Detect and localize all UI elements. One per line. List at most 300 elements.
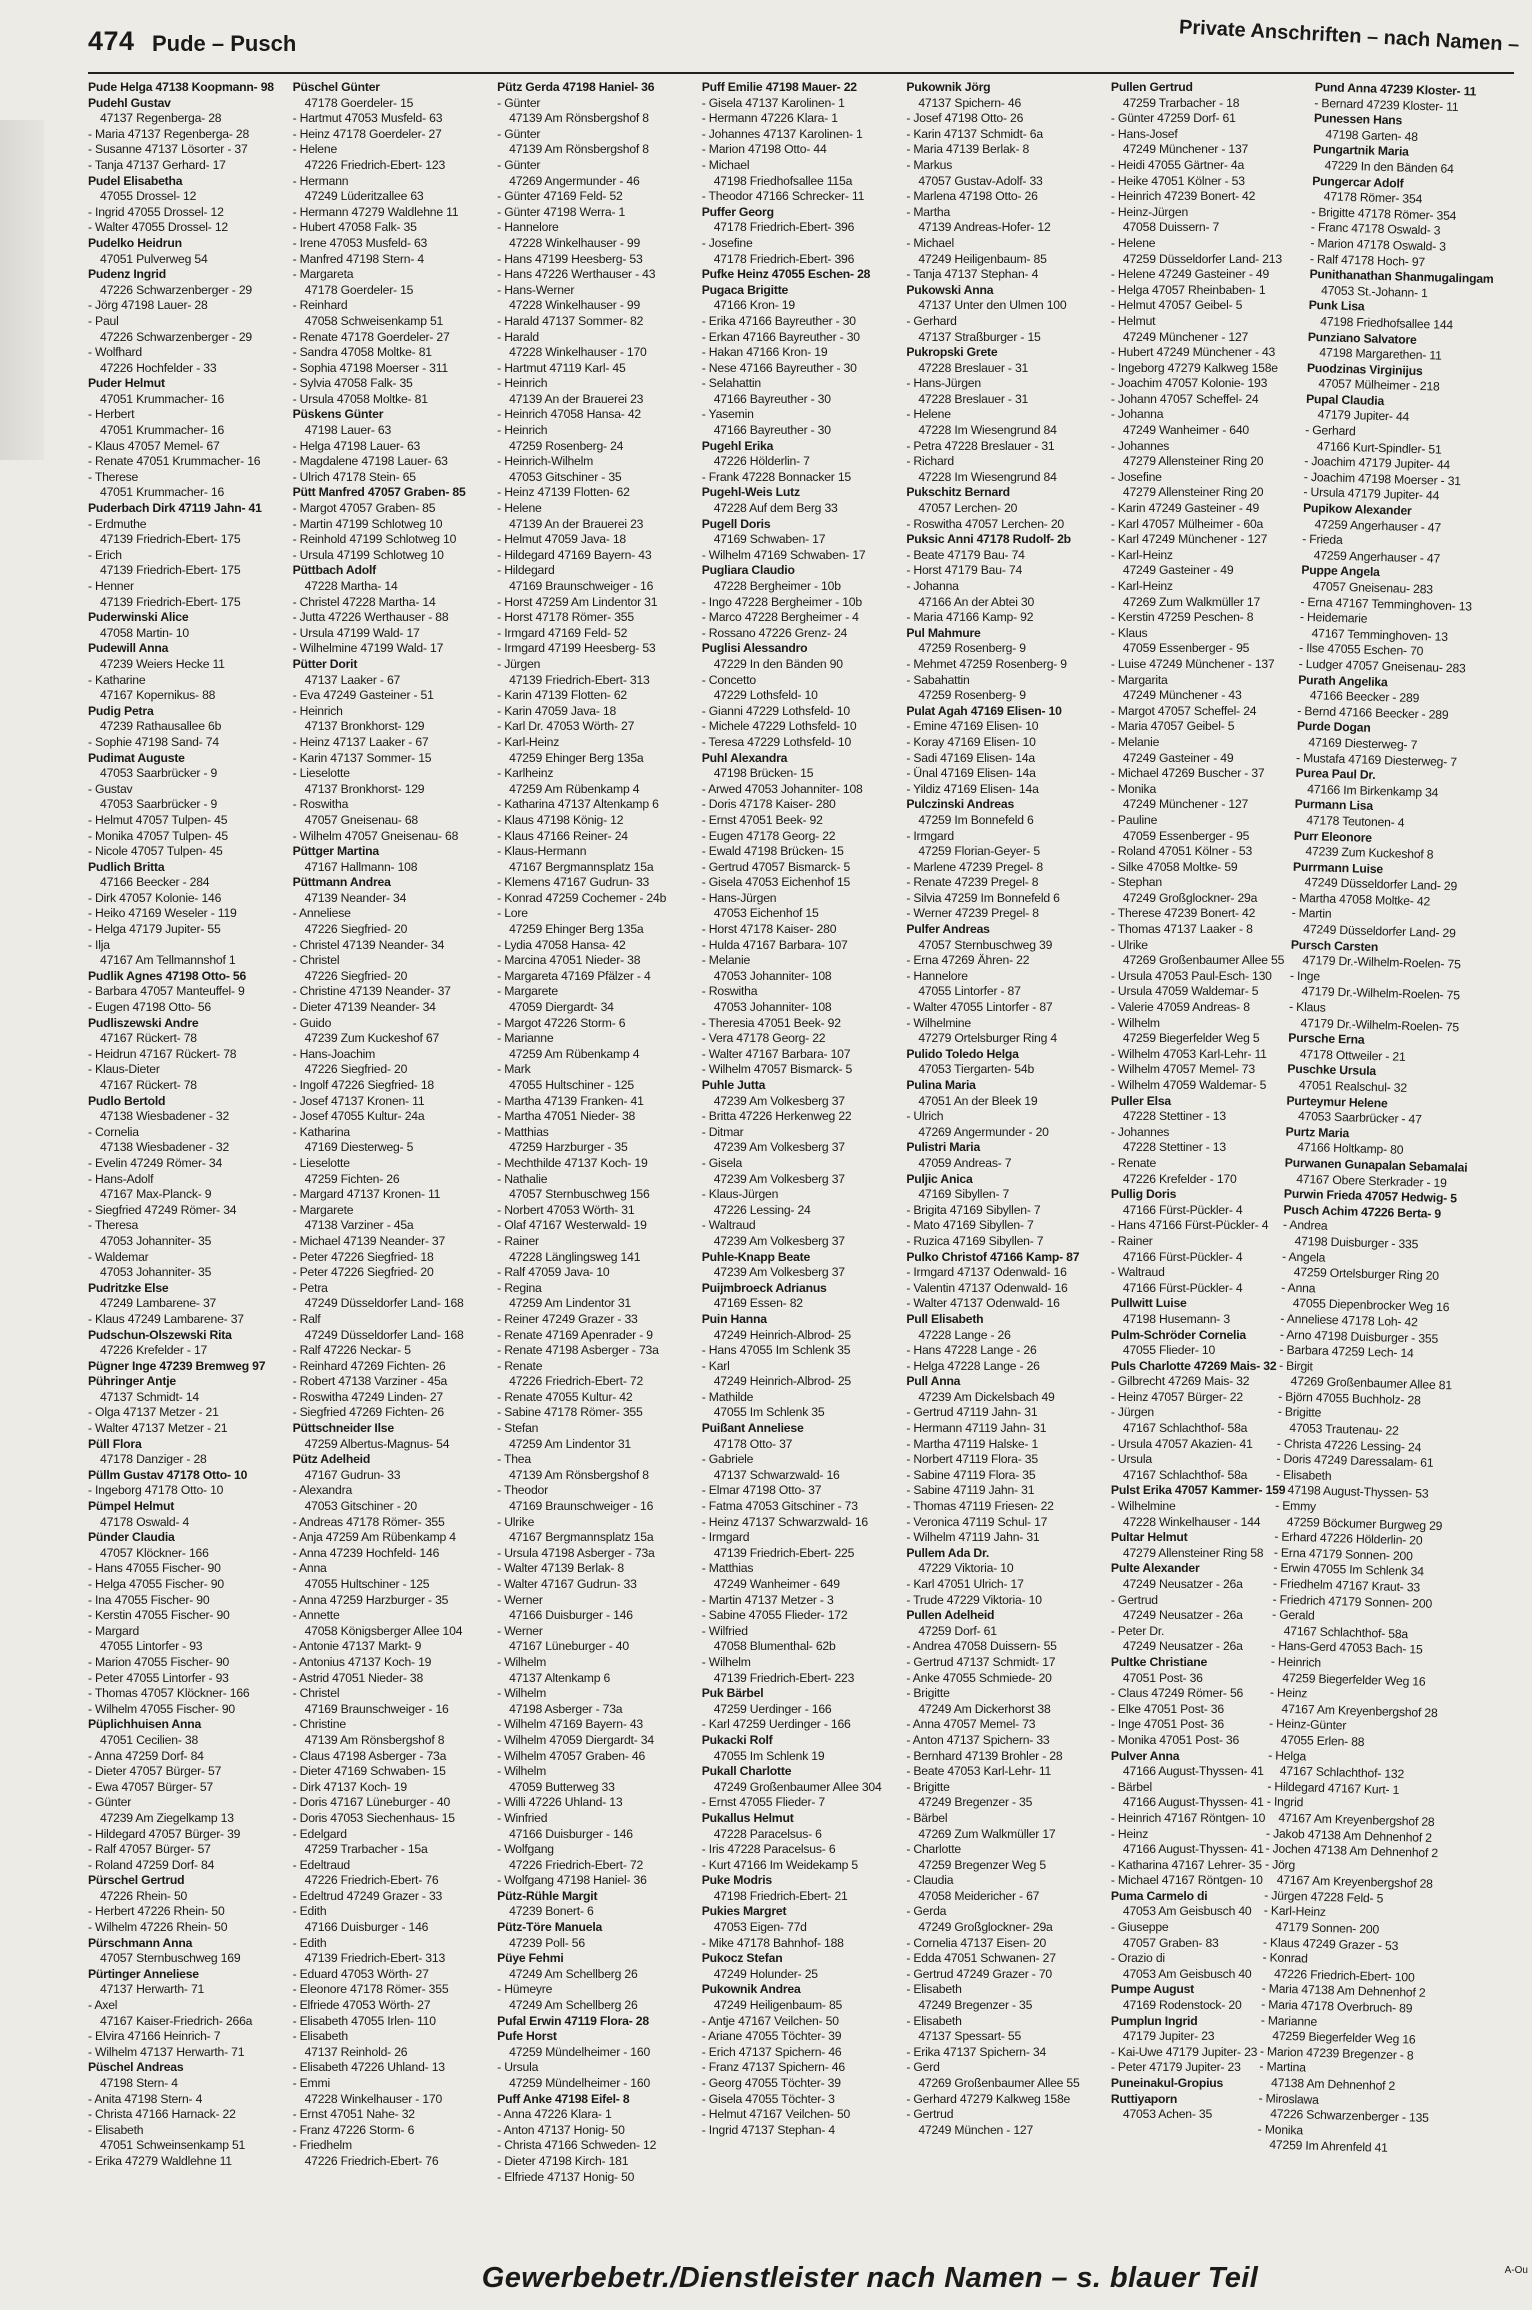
directory-entry-line: - Claudia: [906, 1873, 954, 1888]
directory-entry-line: 47167 Rückert- 78: [100, 1078, 197, 1092]
directory-entry-line: - Emmi: [292, 2076, 330, 2090]
directory-entry-line: - Ewald 47198 Brücken- 15: [701, 844, 844, 859]
directory-entry-line: 47259 Angerhauser - 47: [1314, 547, 1441, 566]
directory-entry-line: 47269 Großenbaumer Allee 81: [1290, 1374, 1453, 1393]
directory-entry-line: 47138 Am Dehnenhof 2: [1271, 2075, 1396, 2094]
directory-entry-line: - Sophie 47198 Sand- 74: [88, 734, 219, 749]
directory-entry-line: 47055 Lintorfer - 93: [100, 1639, 203, 1654]
directory-entry-line: - Helga 47055 Fischer- 90: [88, 1577, 224, 1591]
directory-entry-line: 47166 August-Thyssen- 41: [1122, 1764, 1264, 1779]
directory-entry-line: - Ariane 47055 Töchter- 39: [701, 2029, 842, 2044]
directory-entry-line: Pudlik Agnes 47198 Otto- 56: [88, 968, 247, 983]
directory-entry-line: - Monika 47057 Tulpen- 45: [88, 828, 228, 843]
directory-entry-line: - Theodor 47166 Schrecker- 11: [701, 189, 865, 204]
directory-entry-line: Purteymur Helene: [1286, 1093, 1389, 1111]
directory-entry-line: 47259 Am Rübenkamp 4: [509, 1046, 640, 1061]
directory-entry-line: 47057 Sternbuschweg 39: [918, 937, 1053, 952]
directory-entry-line: 47259 Trarbacher - 18: [1122, 95, 1240, 110]
directory-entry-line: Puodzinas Virginijus: [1307, 360, 1424, 378]
directory-entry-line: - Claus 47198 Asberger - 73a: [292, 1748, 447, 1763]
directory-entry-line: - Helga 47198 Lauer- 63: [292, 438, 421, 453]
directory-entry-line: Pukallus Helmut: [701, 1810, 794, 1825]
directory-entry-line: 47228 Lange - 26: [918, 1327, 1011, 1342]
directory-entry-line: 47166 August-Thyssen- 41: [1122, 1795, 1264, 1810]
directory-entry-line: - Antonie 47137 Markt- 9: [292, 1639, 422, 1654]
directory-entry-line: Pulat Agah 47169 Elisen- 10: [906, 703, 1062, 718]
directory-entry-line: - Irmgard 47169 Feld- 52: [497, 625, 628, 640]
directory-entry-line: - Ingeborg 47279 Kalkweg 158e: [1110, 360, 1278, 375]
directory-entry-line: - Margot 47057 Scheffel- 24: [1110, 703, 1257, 718]
directory-entry-line: Puhle-Knapp Beate: [701, 1249, 811, 1264]
directory-entry-line: 47051 Schweinsenkamp 51: [100, 2138, 246, 2153]
directory-entry-line: 47249 Münchener - 127: [1122, 797, 1249, 812]
directory-entry-line: - Bernhard 47139 Brohler - 28: [906, 1748, 1063, 1763]
directory-entry-line: Puke Modris: [701, 1873, 772, 1888]
directory-entry-line: Pudliszewski Andre: [88, 1015, 199, 1030]
directory-entry-line: - Ursula: [497, 2060, 539, 2075]
directory-entry-line: - Karin 47139 Flotten- 62: [497, 688, 627, 703]
directory-entry-line: - Evelin 47249 Römer- 34: [88, 1155, 223, 1170]
directory-entry-line: - Renate 47198 Asberger - 73a: [497, 1343, 659, 1358]
directory-entry-line: - Wilhelm 47057 Graben- 46: [497, 1748, 646, 1763]
directory-entry-line: - Herbert: [88, 407, 135, 422]
directory-entry-line: - Heike 47051 Kölner - 53: [1110, 173, 1245, 188]
directory-entry-line: - Wolfgang 47198 Haniel- 36: [497, 1873, 647, 1888]
directory-entry-line: - Nicole 47057 Tulpen- 45: [88, 844, 223, 859]
directory-entry-line: Pusch Achim 47226 Berta- 9: [1283, 1202, 1442, 1221]
directory-entry-line: 47055 Hultschiner - 125: [509, 1078, 634, 1092]
directory-entry-line: 47055 Diepenbrocker Weg 16: [1293, 1296, 1450, 1315]
directory-entry-line: - Heinz 47137 Schwarzwald- 16: [701, 1514, 868, 1529]
directory-entry-line: 47051 Post- 36: [1122, 1670, 1203, 1685]
directory-entry-line: 47228 Winkelhauser - 170: [304, 2091, 443, 2106]
directory-entry-line: Pütz-Töre Manuela: [497, 1920, 603, 1935]
directory-entry-line: - Kerstin 47259 Peschen- 8: [1110, 610, 1254, 625]
directory-entry-line: 47166 Kurt-Spindler- 51: [1317, 438, 1443, 457]
directory-entry-line: 47179 Dr.-Wilhelm-Roelen- 75: [1300, 1015, 1460, 1035]
directory-entry-line: - Wilhelm 47059 Diergardt- 34: [497, 1732, 654, 1747]
directory-entry-line: 47198 Duisburger - 335: [1294, 1233, 1419, 1252]
directory-entry-line: - Wilhelm 47059 Waldemar- 5: [1110, 1078, 1267, 1092]
directory-entry-line: - Selahattin: [701, 376, 761, 391]
directory-entry-line: - Rossano 47226 Grenz- 24: [701, 625, 848, 640]
directory-entry-line: - Silke 47058 Moltke- 59: [1110, 859, 1238, 874]
directory-entry-line: - Edeltrud 47249 Grazer - 33: [292, 1888, 443, 1903]
directory-entry-line: - Renate: [1110, 1155, 1157, 1170]
directory-entry-line: - Ulrike: [497, 1514, 535, 1529]
directory-entry-line: - Günter 47198 Werra- 1: [497, 204, 626, 219]
directory-entry-line: - Dieter 47169 Schwaben- 15: [292, 1764, 446, 1779]
directory-entry-line: - Ingrid: [1267, 1794, 1304, 1810]
directory-entry-line: - Wilhelmine: [1110, 1499, 1176, 1514]
directory-entry-line: Pügner Inge 47239 Bremweg 97: [88, 1358, 266, 1373]
directory-entry-line: 47139 Friedrich-Ebert- 313: [304, 1951, 446, 1966]
directory-entry-line: - Emine 47169 Elisen- 10: [906, 719, 1039, 734]
directory-entry-line: 47057 Klöckner- 166: [100, 1545, 209, 1560]
directory-entry-line: 47167 Temminghoven- 13: [1311, 625, 1449, 644]
directory-entry-line: - Wilhelm 47137 Herwarth- 71: [88, 2044, 245, 2059]
directory-entry-line: - Beate 47053 Karl-Lehr- 11: [906, 1764, 1052, 1779]
directory-entry-line: - Margarete: [292, 1202, 354, 1217]
directory-entry-line: - Miroslawa: [1258, 2090, 1320, 2107]
directory-entry-line: - Helmut 47167 Veilchen- 50: [701, 2107, 851, 2122]
directory-entry-line: - Irmgard: [701, 1530, 750, 1545]
directory-entry-line: 47259 Im Ahrenfeld 41: [1269, 2137, 1389, 2156]
directory-entry-line: 47053 Saarbrücker - 9: [100, 797, 218, 812]
directory-entry-line: Pulm-Schröder Cornelia: [1110, 1327, 1246, 1342]
directory-entry-line: 47166 August-Thyssen- 41: [1122, 1842, 1264, 1857]
directory-entry-line: - Karin 47137 Sommer- 15: [292, 750, 432, 765]
directory-entry-line: 47139 Neander- 34: [304, 890, 407, 905]
directory-entry-line: - Wilhelm 47055 Fischer- 90: [88, 1701, 235, 1716]
directory-entry-line: Pulido Toledo Helga: [906, 1046, 1019, 1061]
directory-entry-line: - Richard: [906, 454, 954, 469]
directory-entry-line: - Teresa 47229 Lothsfeld- 10: [701, 734, 852, 749]
directory-entry-line: - Wilhelm 47169 Bayern- 43: [497, 1717, 644, 1732]
directory-entry-line: - Guido: [292, 1015, 332, 1030]
directory-entry-line: - Sadi 47169 Elisen- 14a: [906, 750, 1035, 765]
directory-entry-line: 47249 Gasteiner - 49: [1122, 563, 1234, 578]
directory-entry-line: - Kai-Uwe 47179 Jupiter- 23: [1110, 2044, 1258, 2059]
directory-entry-line: - Hulda 47167 Barbara- 107: [701, 937, 848, 952]
directory-entry-line: 47139 An der Brauerei 23: [509, 391, 644, 406]
directory-entry-line: - Eugen 47178 Georg- 22: [701, 828, 836, 843]
directory-entry-line: - Maria 47138 Am Dehnenhof 2: [1261, 1981, 1427, 2001]
directory-entry-line: 47226 Friedrich-Ebert- 123: [304, 157, 446, 172]
directory-entry-line: Pullen Adelheid: [906, 1608, 995, 1623]
directory-entry-line: - Anita 47198 Stern- 4: [88, 2091, 203, 2106]
directory-entry-line: - Anna 47226 Klara- 1: [497, 2107, 612, 2122]
directory-entry-line: Pudimat Auguste: [88, 750, 185, 765]
directory-entry-line: - Dirk 47137 Koch- 19: [292, 1779, 407, 1794]
directory-entry-line: - Josefine: [701, 235, 753, 250]
directory-entry-line: 47259 Im Bonnefeld 6: [918, 812, 1034, 827]
directory-entry-line: - Ernst 47051 Beek- 92: [701, 812, 823, 827]
directory-entry-line: - Hannelore: [497, 220, 559, 235]
directory-entry-line: Püttschneider Ilse: [292, 1421, 394, 1436]
directory-entry-line: - Elisabeth: [906, 2013, 962, 2028]
directory-entry-line: 47051 Krummacher- 16: [100, 485, 225, 500]
directory-entry-line: 47279 Ortelsburger Ring 4: [918, 1031, 1057, 1046]
directory-entry-line: - Arno 47198 Duisburger - 355: [1280, 1327, 1439, 1346]
directory-entry-line: 47166 Bayreuther - 30: [713, 423, 831, 438]
directory-entry-line: - Wilhelmine: [906, 1015, 971, 1030]
directory-entry-line: Pund Anna 47239 Kloster- 11: [1315, 80, 1477, 99]
directory-entry-line: 47226 Friedrich-Ebert- 76: [304, 2153, 439, 2168]
directory-entry-line: - Walter 47139 Berlak- 8: [497, 1561, 624, 1576]
directory-entry-line: - Peter Dr.: [1110, 1623, 1165, 1638]
directory-entry-line: - Monika 47051 Post- 36: [1110, 1732, 1240, 1747]
directory-entry-line: - Walter 47167 Gudrun- 33: [497, 1577, 637, 1591]
directory-entry-line: - Friedhelm 47167 Kraut- 33: [1273, 1576, 1421, 1595]
directory-entry-line: - Karin 47137 Schmidt- 6a: [906, 126, 1043, 141]
page-number: 474: [88, 26, 135, 56]
page-range: Pude – Pusch: [152, 31, 297, 56]
directory-column: [88, 80, 287, 2255]
directory-entry-line: Pugaca Brigitte: [701, 282, 789, 297]
directory-entry-line: - Gerhard: [1305, 422, 1357, 439]
directory-entry-line: Pul Mahmure: [906, 625, 981, 640]
directory-entry-line: 47051 Krummacher- 16: [100, 423, 225, 438]
directory-entry-line: - Johannes: [1110, 1124, 1170, 1139]
directory-entry-line: Pukropski Grete: [906, 345, 998, 360]
directory-entry-line: 47228 Bergheimer - 10b: [713, 579, 841, 593]
directory-entry-line: - Günter: [88, 1795, 132, 1810]
directory-entry-line: - Tanja 47137 Gerhard- 17: [88, 157, 226, 172]
directory-entry-line: - Marco 47228 Bergheimer - 4: [701, 610, 859, 625]
directory-entry-line: - Wilhelm 47053 Karl-Lehr- 11: [1110, 1046, 1267, 1061]
directory-entry-line: 47249 Wanheimer - 640: [1122, 423, 1249, 438]
directory-entry-line: Püye Fehmi: [497, 1951, 564, 1966]
directory-entry-line: 47178 Goerdeler- 15: [304, 95, 414, 110]
directory-entry-line: Puksic Anni 47178 Rudolf- 2b: [906, 532, 1071, 547]
directory-entry-line: 47226 Friedrich-Ebert- 72: [509, 1857, 644, 1872]
header-rule: [88, 72, 1514, 74]
directory-entry-line: - Anton 47137 Spichern- 33: [906, 1732, 1050, 1747]
directory-entry-line: 47259 Ortelsburger Ring 20: [1293, 1264, 1440, 1284]
directory-entry-line: - Gertrud 47057 Bismarck- 5: [701, 859, 851, 874]
directory-entry-line: Pullwitt Luise: [1110, 1296, 1187, 1311]
directory-entry-line: Püttbach Adolf: [292, 563, 376, 578]
directory-entry-line: - Renate 47055 Kultur- 42: [497, 1389, 633, 1404]
directory-entry-line: - Ursula 47179 Jupiter- 44: [1303, 485, 1440, 504]
directory-entry-line: - Andrea 47058 Duissern- 55: [906, 1639, 1057, 1654]
directory-entry-line: - Heinrich: [292, 703, 343, 718]
directory-entry-line: 47279 Allensteiner Ring 58: [1122, 1545, 1264, 1560]
directory-entry-line: - Johannes 47137 Karolinen- 1: [701, 126, 863, 141]
directory-entry-line: - Iris 47228 Paracelsus- 6: [701, 1842, 836, 1857]
directory-entry-line: - Concetto: [701, 672, 756, 687]
directory-entry-line: - Karl 47057 Mülheimer - 60a: [1110, 516, 1264, 531]
directory-entry-line: - Christel 47228 Martha- 14: [292, 594, 436, 609]
directory-entry-line: Purrmann Luise: [1293, 859, 1384, 876]
directory-entry-line: Pukowski Anna: [906, 282, 994, 297]
directory-entry-line: - Katharine: [88, 672, 146, 687]
directory-entry-line: Pürtinger Anneliese: [88, 1966, 199, 1981]
directory-entry-line: - Therese: [88, 469, 139, 484]
section-title: Private Anschriften – nach Namen –: [1178, 16, 1520, 57]
directory-entry-line: 47228 Auf dem Berg 33: [713, 501, 838, 516]
directory-entry-line: Punithanathan Shanmugalingam: [1309, 267, 1495, 287]
directory-entry-line: - Horst 47178 Kaiser- 280: [701, 922, 837, 937]
directory-entry-line: - Katharina 47167 Lehrer- 35: [1110, 1857, 1262, 1872]
directory-entry-line: 47137 Altenkamp 6: [509, 1670, 611, 1685]
directory-columns: [88, 80, 1514, 2255]
directory-entry-line: - Antje 47167 Veilchen- 50: [701, 2013, 839, 2028]
directory-entry-line: - Angela: [1282, 1249, 1326, 1265]
directory-entry-line: 47059 Essenberger - 95: [1122, 641, 1250, 656]
directory-entry-line: - Hans 47228 Lange - 26: [906, 1343, 1037, 1358]
directory-entry-line: - Dieter 47139 Neander- 34: [292, 1000, 436, 1015]
directory-entry-line: - Anna: [1281, 1280, 1316, 1296]
directory-entry-line: 47053 Gitschiner - 20: [304, 1499, 417, 1514]
directory-entry-line: Pungercar Adolf: [1312, 173, 1405, 191]
directory-entry-line: Puhle Jutta: [701, 1078, 766, 1092]
directory-entry-line: - Margot 47057 Graben- 85: [292, 501, 436, 516]
directory-entry-line: - Karl 47051 Ulrich- 17: [906, 1577, 1024, 1591]
directory-entry-line: 47259 Dorf- 61: [918, 1623, 997, 1638]
directory-entry-line: Ruttiyaporn: [1110, 2091, 1178, 2106]
directory-entry-line: - Marion 47055 Fischer- 90: [88, 1654, 230, 1669]
directory-entry-line: - Andrea: [1283, 1217, 1329, 1234]
directory-entry-line: - Winfried: [497, 1810, 548, 1825]
directory-entry-line: 47057 Gneisenau- 68: [304, 812, 419, 827]
directory-entry-line: - Klaus: [1289, 999, 1327, 1015]
directory-entry-line: 47269 Großenbaumer Allee 55: [918, 2076, 1080, 2090]
directory-entry-line: 47226 Krefelder - 170: [1122, 1171, 1237, 1186]
directory-entry-line: - Cornelia 47137 Eisen- 20: [906, 1935, 1047, 1950]
directory-entry-line: 47051 Pulverweg 54: [100, 251, 208, 266]
directory-entry-line: - Erich: [88, 547, 122, 562]
directory-entry-line: Pumpe August: [1110, 1982, 1195, 1997]
directory-entry-line: - Hans 47166 Fürst-Pückler- 4: [1110, 1218, 1269, 1233]
directory-entry-line: 47198 Husemann- 3: [1122, 1311, 1230, 1326]
directory-entry-line: Puder Helmut: [88, 376, 165, 391]
directory-entry-line: 47226 Friedrich-Ebert- 76: [304, 1873, 439, 1888]
directory-entry-line: - Ditmar: [701, 1124, 744, 1139]
directory-entry-line: Pütter Dorit: [292, 656, 358, 671]
directory-entry-line: 47178 Danziger - 28: [100, 1452, 207, 1467]
directory-entry-line: - Erika 47137 Spichern- 34: [906, 2044, 1047, 2059]
directory-entry-line: - Irmgard 47137 Odenwald- 16: [906, 1265, 1067, 1280]
directory-entry-line: - Melanie: [701, 953, 751, 968]
directory-entry-line: 47249 Heinrich-Albrod- 25: [713, 1374, 852, 1389]
directory-entry-line: - Helmut 47057 Geibel- 5: [1110, 298, 1243, 313]
directory-entry-line: 47198 Friedhofsallee 115a: [713, 173, 853, 188]
directory-entry-line: - Heinrich: [497, 423, 548, 438]
directory-entry-line: - Barbara 47259 Lech- 14: [1279, 1342, 1415, 1361]
directory-entry-line: 47167 Hallmann- 108: [304, 859, 418, 874]
directory-entry-line: 47138 Varziner - 45a: [304, 1218, 414, 1233]
directory-entry-line: Purmann Lisa: [1295, 797, 1374, 814]
directory-entry-line: 47226 Hochfelder - 33: [100, 360, 217, 375]
directory-entry-line: 47053 Johanniter- 35: [100, 1233, 212, 1248]
directory-entry-line: - Johanna: [1110, 407, 1164, 422]
directory-entry-line: 47179 Dr.-Wilhelm-Roelen- 75: [1302, 953, 1462, 972]
directory-entry-line: 47139 Am Rönsbergshof 8: [304, 1732, 445, 1747]
directory-entry-line: 47053 Saarbrücker - 47: [1298, 1109, 1423, 1127]
directory-entry-line: - Peter 47226 Siegfried- 18: [292, 1249, 434, 1264]
directory-entry-line: - Ernst 47051 Nahe- 32: [292, 2107, 415, 2122]
directory-entry-line: 47259 Bregenzer Weg 5: [918, 1857, 1047, 1872]
directory-entry-line: 47166 Fürst-Pückler- 4: [1122, 1202, 1243, 1217]
directory-entry-line: - Roswitha: [701, 984, 758, 999]
directory-entry-line: Pull Elisabeth: [906, 1311, 984, 1326]
directory-entry-line: - Heinrich: [1271, 1654, 1322, 1670]
directory-entry-line: - Erhard 47226 Hölderlin- 20: [1274, 1529, 1424, 1548]
directory-entry-line: - Maria 47166 Kamp- 92: [906, 610, 1034, 625]
directory-entry-line: Pupal Claudia: [1306, 391, 1385, 408]
directory-entry-line: - Heinz-Günter: [1269, 1716, 1347, 1733]
directory-entry-line: - Heinz 47057 Bürger- 22: [1110, 1389, 1243, 1404]
directory-entry-line: - Friedrich 47179 Sonnen- 200: [1272, 1592, 1433, 1611]
directory-entry-line: 47249 Am Schellberg 26: [509, 1966, 638, 1981]
directory-entry-line: - Erika 47279 Waldlehne 11: [88, 2153, 232, 2168]
directory-entry-line: Purtz Maria: [1285, 1124, 1350, 1141]
directory-entry-line: 47239 Zum Kuckeshof 67: [304, 1031, 440, 1046]
directory-entry-line: - Luise 47249 Münchener - 137: [1110, 656, 1275, 671]
directory-entry-line: 47167 Am Kreyenbergshof 28: [1277, 1872, 1434, 1892]
directory-entry-line: Pudel Elisabetha: [88, 173, 183, 188]
directory-entry-line: - Theresia 47051 Beek- 92: [701, 1015, 841, 1030]
directory-entry-line: 47259 Rosenberg- 9: [918, 688, 1026, 703]
directory-entry-line: - Günter: [497, 95, 541, 110]
directory-entry-line: - Theodor: [497, 1483, 548, 1498]
directory-entry-line: 47053 Am Geisbusch 40: [1122, 1904, 1252, 1919]
directory-entry-line: - Heinz-Jürgen: [1110, 204, 1189, 219]
directory-entry-line: - Jürgen: [497, 656, 541, 671]
directory-entry-line: - Ralf: [292, 1311, 321, 1326]
directory-entry-line: - Wilfried: [701, 1623, 748, 1638]
directory-entry-line: Pudschun-Olszewski Rita: [88, 1327, 232, 1342]
directory-entry-line: - Sylvia 47058 Falk- 35: [292, 376, 413, 391]
directory-entry-line: - Ralf 47178 Hoch- 97: [1310, 251, 1426, 269]
directory-entry-line: - Martha 47139 Franken- 41: [497, 1093, 644, 1108]
directory-entry-line: 47228 Martha- 14: [304, 579, 398, 593]
directory-entry-line: Purr Eleonore: [1294, 828, 1373, 845]
directory-entry-line: - Helga 47228 Lange - 26: [906, 1358, 1040, 1373]
directory-entry-line: 47269 Angermunder - 20: [918, 1124, 1049, 1139]
directory-entry-line: 47169 Diesterweg- 7: [1308, 735, 1418, 753]
directory-entry-line: - Gertrud 47137 Schmidt- 17: [906, 1654, 1056, 1669]
directory-entry-line: - Martha 47058 Moltke- 42: [1292, 890, 1431, 909]
directory-entry-line: Pümpel Helmut: [88, 1499, 175, 1514]
directory-entry-line: - Roland 47051 Kölner - 53: [1110, 844, 1253, 859]
directory-entry-line: - Elisabeth: [88, 2122, 144, 2137]
page-edge-tab: [0, 120, 44, 460]
directory-entry-line: - Bernd 47166 Beecker - 289: [1297, 703, 1450, 722]
directory-entry-line: - Roswitha: [292, 797, 349, 812]
directory-entry-line: 47137 Unter den Ulmen 100: [918, 298, 1067, 313]
directory-entry-line: - Gisela 47137 Karolinen- 1: [701, 95, 845, 110]
directory-entry-line: - Michael: [701, 157, 750, 172]
directory-entry-line: 47139 Friedrich-Ebert- 175: [100, 563, 241, 578]
directory-entry-line: - Wilhelm 47119 Jahn- 31: [906, 1530, 1040, 1545]
directory-entry-line: - Edith: [292, 1935, 327, 1950]
directory-entry-line: 47166 Fürst-Pückler- 4: [1122, 1249, 1243, 1264]
directory-entry-line: Pukocz Stefan: [701, 1951, 783, 1966]
directory-entry-line: Puderbach Dirk 47119 Jahn- 41: [88, 501, 262, 516]
directory-entry-line: 47055 Im Schlenk 19: [713, 1748, 825, 1763]
directory-entry-line: 47057 Mülheimer - 218: [1318, 376, 1441, 394]
directory-entry-line: 47249 Lambarene- 37: [100, 1296, 217, 1311]
directory-entry-line: 47226 Friedrich-Ebert- 72: [509, 1374, 644, 1389]
directory-entry-line: - Jürgen: [1110, 1405, 1154, 1420]
directory-entry-line: 47167 Max-Planck- 9: [100, 1187, 212, 1202]
directory-entry-line: - Günter 47169 Feld- 52: [497, 189, 623, 204]
directory-entry-line: 47167 Bergmannsplatz 15a: [509, 859, 654, 874]
directory-entry-line: - Orazio di: [1110, 1951, 1165, 1966]
directory-entry-line: - Renate 47178 Goerdeler- 27: [292, 329, 450, 344]
directory-entry-line: 47229 Viktoria- 10: [918, 1561, 1014, 1576]
directory-entry-line: 47166 Duisburger - 146: [509, 1608, 633, 1623]
directory-entry-line: 47137 Regenberga- 28: [100, 111, 222, 126]
directory-entry-line: Pugehl Erika: [701, 438, 774, 453]
directory-entry-line: - Yasemin: [701, 407, 754, 422]
directory-entry-line: Pufe Horst: [497, 2029, 557, 2044]
directory-entry-line: 47226 Siegfried- 20: [304, 1062, 408, 1077]
directory-entry-line: 47228 Winkelhauser - 99: [509, 235, 641, 250]
directory-entry-line: - Monika: [1110, 781, 1157, 796]
directory-entry-line: - Roswitha 47057 Lerchen- 20: [906, 516, 1064, 531]
directory-entry-line: - Thomas 47057 Klöckner- 166: [88, 1686, 250, 1701]
directory-entry-line: Pürschmann Anna: [88, 1935, 193, 1950]
directory-entry-line: 47058 Königsberger Allee 104: [304, 1623, 463, 1638]
directory-entry-line: 47198 Stern- 4: [100, 2076, 178, 2090]
directory-entry-line: Pulst Erika 47057 Kammer- 159: [1110, 1483, 1286, 1498]
directory-entry-line: - Nathalie: [497, 1171, 548, 1186]
directory-entry-line: - Friedhelm: [292, 2138, 353, 2153]
